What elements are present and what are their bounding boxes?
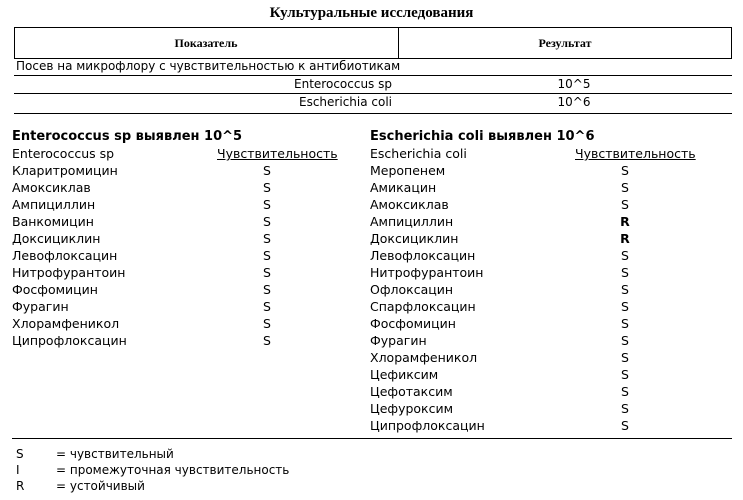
sensitivity-result: S xyxy=(621,367,629,382)
antibiotic-row xyxy=(12,298,332,315)
antibiotic-name: Меропенем xyxy=(370,163,446,178)
sensitivity-result: S xyxy=(621,333,629,348)
organism-value: 10^5 xyxy=(557,77,591,91)
antibiotic-name: Амоксиклав xyxy=(370,197,449,212)
antibiotic-name: Доксициклин xyxy=(370,231,459,246)
page-title: Культуральные исследования xyxy=(269,5,474,21)
antibiotic-name: Кларитромицин xyxy=(12,163,118,178)
legend-item xyxy=(16,478,416,494)
sensitivity-result: S xyxy=(263,163,271,178)
sensitivity-result: S xyxy=(621,418,629,433)
panel-header: Enterococcus sp выявлен 10^5 xyxy=(12,129,243,144)
antibiotic-list xyxy=(12,162,332,349)
panel-subheader xyxy=(12,145,338,162)
antibiotic-name: Офлоксацин xyxy=(370,282,454,297)
sensitivity-column-header: Чувствительность xyxy=(217,146,338,161)
antibiotic-row xyxy=(370,264,710,281)
sensitivity-result: S xyxy=(621,401,629,416)
table-border-right xyxy=(731,28,732,58)
sensitivity-column-header: Чувствительность xyxy=(575,146,696,161)
antibiotic-name: Фурагин xyxy=(12,299,69,314)
antibiotic-row xyxy=(370,383,710,400)
antibiotic-name: Доксициклин xyxy=(12,231,101,246)
antibiotic-row xyxy=(370,400,710,417)
sensitivity-result: S xyxy=(621,384,629,399)
antibiotic-name: Фосфомицин xyxy=(370,316,456,331)
panel-header: Escherichia coli выявлен 10^6 xyxy=(370,129,595,144)
sensitivity-result: S xyxy=(263,316,271,331)
sensitivity-result: S xyxy=(621,180,629,195)
sensitivity-result: S xyxy=(263,265,271,280)
antibiotic-name: Ампициллин xyxy=(12,197,96,212)
panel-subheader xyxy=(370,145,710,162)
antibiotic-row xyxy=(12,332,332,349)
sensitivity-result: S xyxy=(621,316,629,331)
legend-item xyxy=(16,462,416,478)
legend-code: I xyxy=(16,463,20,477)
sensitivity-result: R xyxy=(620,214,630,229)
organism-label: Escherichia coli xyxy=(370,146,467,161)
legend-item xyxy=(16,446,416,462)
legend-code: S xyxy=(16,447,24,461)
antibiotic-row xyxy=(370,196,710,213)
antibiotic-name: Хлорамфеникол xyxy=(370,350,478,365)
antibiotic-row xyxy=(370,417,710,434)
antibiotic-row xyxy=(370,349,710,366)
organism-label: Enterococcus sp xyxy=(12,146,115,161)
organism-value: 10^6 xyxy=(557,95,591,109)
antibiotic-name: Амикацин xyxy=(370,180,437,195)
antibiotic-name: Фосфомицин xyxy=(12,282,98,297)
antibiotic-row xyxy=(370,366,710,383)
legend-text: = чувствительный xyxy=(56,447,174,461)
sensitivity-result: S xyxy=(621,197,629,212)
sensitivity-result: S xyxy=(263,248,271,263)
antibiotic-row xyxy=(12,264,332,281)
antibiotic-row xyxy=(370,162,710,179)
antibiotic-name: Цефиксим xyxy=(370,367,439,382)
legend xyxy=(16,446,416,494)
legend-divider xyxy=(12,438,732,439)
right-susceptibility-panel xyxy=(370,128,710,434)
antibiotic-row xyxy=(12,315,332,332)
sensitivity-result: S xyxy=(263,282,271,297)
antibiotic-row xyxy=(370,179,710,196)
antibiotic-name: Хлорамфеникол xyxy=(12,316,120,331)
table-row xyxy=(14,76,732,94)
antibiotic-row xyxy=(12,162,332,179)
antibiotic-row xyxy=(370,281,710,298)
sensitivity-result: R xyxy=(620,231,630,246)
antibiotic-name: Нитрофурантоин xyxy=(12,265,126,280)
sensitivity-result: S xyxy=(621,265,629,280)
antibiotic-row xyxy=(370,332,710,349)
antibiotic-row xyxy=(370,315,710,332)
header-indicator: Показатель xyxy=(174,36,238,50)
antibiotic-name: Цефотаксим xyxy=(370,384,453,399)
sensitivity-result: S xyxy=(621,282,629,297)
antibiotic-name: Левофлоксацин xyxy=(12,248,118,263)
antibiotic-name: Нитрофурантоин xyxy=(370,265,484,280)
antibiotic-list xyxy=(370,162,710,434)
antibiotic-name: Фурагин xyxy=(370,333,427,348)
left-susceptibility-panel xyxy=(12,128,338,349)
sensitivity-result: S xyxy=(621,163,629,178)
antibiotic-name: Ципрофлоксацин xyxy=(370,418,485,433)
antibiotic-name: Ципрофлоксацин xyxy=(12,333,127,348)
antibiotic-row xyxy=(12,196,332,213)
legend-text: = устойчивый xyxy=(56,479,145,493)
antibiotic-row xyxy=(370,247,710,264)
antibiotic-name: Амоксиклав xyxy=(12,180,91,195)
sensitivity-result: S xyxy=(621,299,629,314)
antibiotic-row xyxy=(12,179,332,196)
organism-name: Enterococcus sp xyxy=(294,77,392,91)
antibiotic-row xyxy=(370,230,710,247)
sensitivity-result: S xyxy=(263,231,271,246)
antibiotic-row xyxy=(12,213,332,230)
antibiotic-row xyxy=(370,298,710,315)
antibiotic-row xyxy=(12,230,332,247)
sensitivity-result: S xyxy=(263,333,271,348)
organism-name: Escherichia coli xyxy=(299,95,392,109)
section-label: Посев на микрофлору с чувствительностью к антибиотикам xyxy=(16,59,401,73)
table-header-row xyxy=(14,28,732,59)
antibiotic-name: Ампициллин xyxy=(370,214,454,229)
antibiotic-name: Ванкомицин xyxy=(12,214,94,229)
results-table xyxy=(14,27,732,114)
legend-text: = промежуточная чувствительность xyxy=(56,463,290,477)
antibiotic-name: Цефуроксим xyxy=(370,401,454,416)
table-row xyxy=(14,94,732,111)
antibiotic-name: Спарфлоксацин xyxy=(370,299,476,314)
sensitivity-result: S xyxy=(621,350,629,365)
header-result: Результат xyxy=(538,36,592,50)
sensitivity-result: S xyxy=(621,248,629,263)
legend-code: R xyxy=(16,479,25,493)
antibiotic-row xyxy=(12,281,332,298)
antibiotic-name: Левофлоксацин xyxy=(370,248,476,263)
table-section-row xyxy=(14,58,732,76)
antibiotic-row xyxy=(12,247,332,264)
antibiotic-row xyxy=(370,213,710,230)
sensitivity-result: S xyxy=(263,214,271,229)
sensitivity-result: S xyxy=(263,299,271,314)
sensitivity-result: S xyxy=(263,180,271,195)
sensitivity-result: S xyxy=(263,197,271,212)
